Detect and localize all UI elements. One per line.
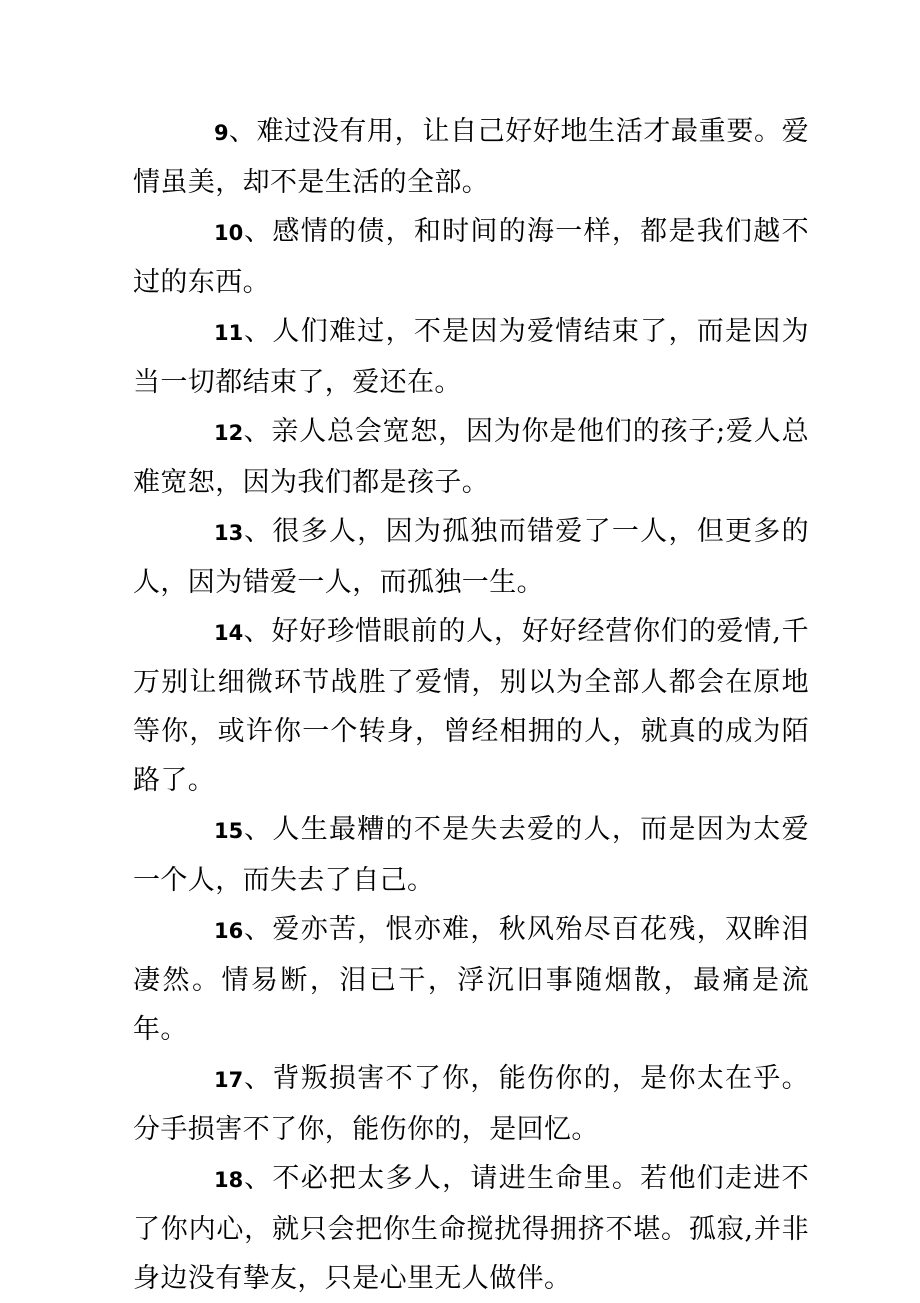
paragraph-11 (133, 307, 809, 407)
item-number: 11 (214, 321, 244, 345)
paragraph-14 (133, 607, 809, 805)
item-number: 17 (214, 1068, 244, 1092)
paragraph-17 (133, 1054, 809, 1154)
paragraph-10 (133, 207, 809, 307)
paragraph-18 (133, 1154, 809, 1303)
item-number: 16 (214, 919, 244, 943)
item-number: 12 (214, 421, 244, 445)
item-number: 13 (214, 521, 244, 545)
item-number: 15 (214, 819, 244, 843)
item-text: 、难过没有用，让自己好好地生活才最重要。爱情虽美，却不是生活的全部。 (133, 116, 809, 198)
item-text: 、很多人，因为孤独而错爱了一人，但更多的人，因为错爱一人，而孤独一生。 (133, 516, 809, 598)
item-text: 、好好珍惜眼前的人，好好经营你们的爱情,千万别让细微环节战胜了爱情，别以为全部人都会在原地等你，或许你一个转身，曾经相拥的人，就真的成为陌路了。 (133, 616, 809, 796)
paragraph-16 (133, 905, 809, 1054)
paragraph-9 (133, 107, 809, 207)
item-number: 9 (214, 121, 229, 145)
item-text: 、背叛损害不了你，能伤你的，是你太在乎。分手损害不了你，能伤你的，是回忆。 (133, 1063, 809, 1145)
item-text: 、人生最糟的不是失去爱的人，而是因为太爱一个人，而失去了自己。 (133, 814, 809, 896)
item-text: 、亲人总会宽恕，因为你是他们的孩子;爱人总难宽恕，因为我们都是孩子。 (133, 416, 809, 498)
paragraph-12 (133, 407, 809, 507)
document-page (133, 107, 809, 1303)
paragraph-15 (133, 805, 809, 905)
paragraph-13 (133, 507, 809, 607)
item-text: 、爱亦苦，恨亦难，秋风殆尽百花残，双眸泪凄然。情易断，泪已干，浮沉旧事随烟散，最痛是流年。 (133, 914, 809, 1045)
item-text: 、不必把太多人，请进生命里。若他们走进不了你内心，就只会把你生命搅扰得拥挤不堪。孤寂,并非身边没有挚友，只是心里无人做伴。 (133, 1163, 809, 1294)
item-number: 18 (214, 1168, 244, 1192)
item-text: 、感情的债，和时间的海一样，都是我们越不过的东西。 (133, 216, 809, 298)
item-number: 14 (214, 621, 244, 645)
item-text: 、人们难过，不是因为爱情结束了，而是因为当一切都结束了，爱还在。 (133, 316, 809, 398)
item-number: 10 (214, 221, 244, 245)
